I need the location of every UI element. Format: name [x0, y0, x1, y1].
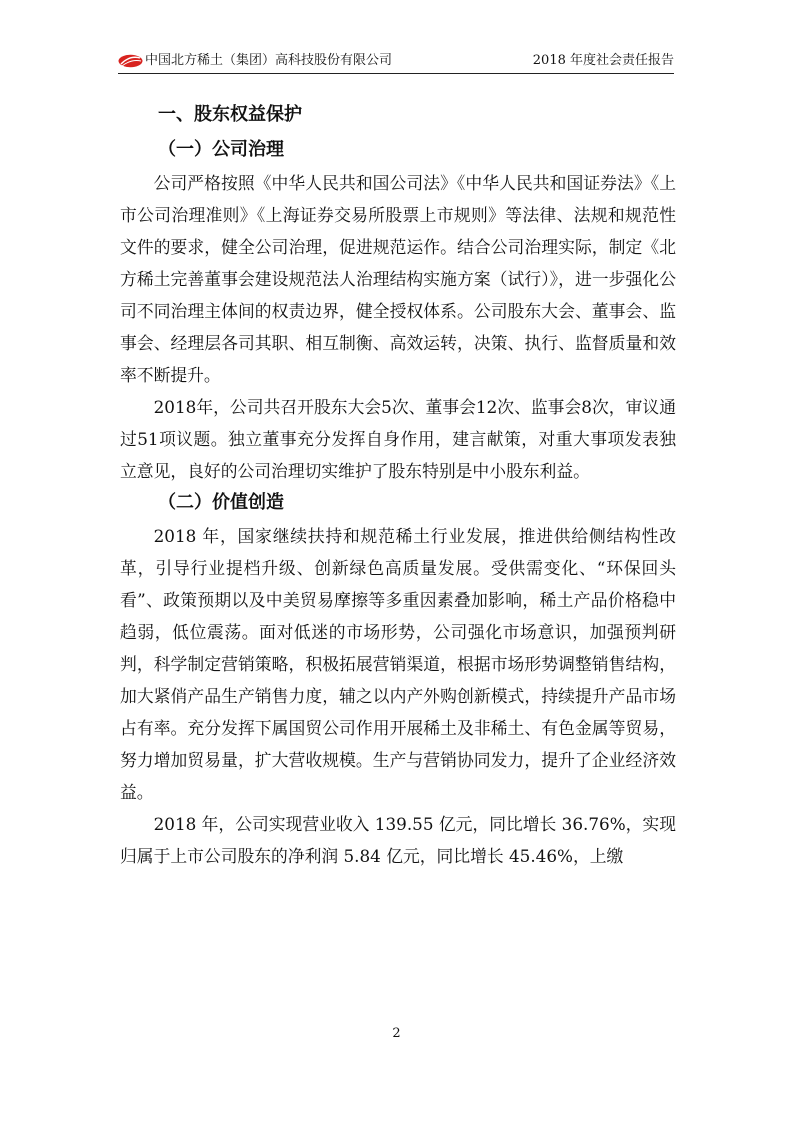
- paragraph-governance-1: 公司严格按照《中华人民共和国公司法》《中华人民共和国证券法》《上市公司治理准则》《上海证券交易所股票上市规则》等法律、法规和规范性文件的要求，健全公司治理，促进规范运作。结合公司治理实际，制定《北方稀土完善董事会建设规范法人治理结构实施方案（试行）》，进一步强化公司不同治理主体间的权责边界，健全授权体系。公司股东大会、董事会、监事会、经理层各司其职、相互制衡、高效运转，决策、执行、监督质量和效率不断提升。: [120, 173, 676, 385]
- subsection-heading-governance: （一）公司治理: [158, 139, 284, 160]
- subsection-heading-value-creation: （二）价值创造: [158, 492, 284, 513]
- page-content: [120, 100, 676, 872]
- page-number: 2: [392, 1026, 401, 1041]
- paragraph-governance-2: 2018年，公司共召开股东大会5次、董事会12次、监事会8次，审议通过51项议题。独立董事充分发挥自身作用，建言献策，对重大事项发表独立意见，良好的公司治理切实维护了股东特别是中小股东利益。: [120, 397, 676, 481]
- report-title: 2018 年度社会责任报告: [532, 53, 674, 68]
- header-rule: [118, 73, 674, 74]
- page-header: [118, 52, 674, 78]
- paragraph-value-2: 2018 年，公司实现营业收入 139.55 亿元，同比增长 36.76%，实现归属于上市公司股东的净利润 5.84 亿元，同比增长 45.46%，上缴: [120, 814, 676, 866]
- section-heading: 一、股东权益保护: [158, 104, 302, 125]
- company-logo-icon: [118, 54, 143, 68]
- paragraph-value-1: 2018 年，国家继续扶持和规范稀土行业发展，推进供给侧结构性改革，引导行业提档升级、创新绿色高质量发展。受供需变化、“环保回头看”、政策预期以及中美贸易摩擦等多重因素叠加影响，稀土产品价格稳中趋弱，低位震荡。面对低迷的市场形势，公司强化市场意识，加强预判研判，科学制定营销策略，积极拓展营销渠道，根据市场形势调整销售结构，加大紧俏产品生产销售力度，辅之以内产外购创新模式，持续提升产品市场占有率。充分发挥下属国贸公司作用开展稀土及非稀土、有色金属等贸易，努力增加贸易量，扩大营收规模。生产与营销协同发力，提升了企业经济效益。: [120, 526, 676, 802]
- company-name: 中国北方稀土（集团）高科技股份有限公司: [145, 53, 393, 68]
